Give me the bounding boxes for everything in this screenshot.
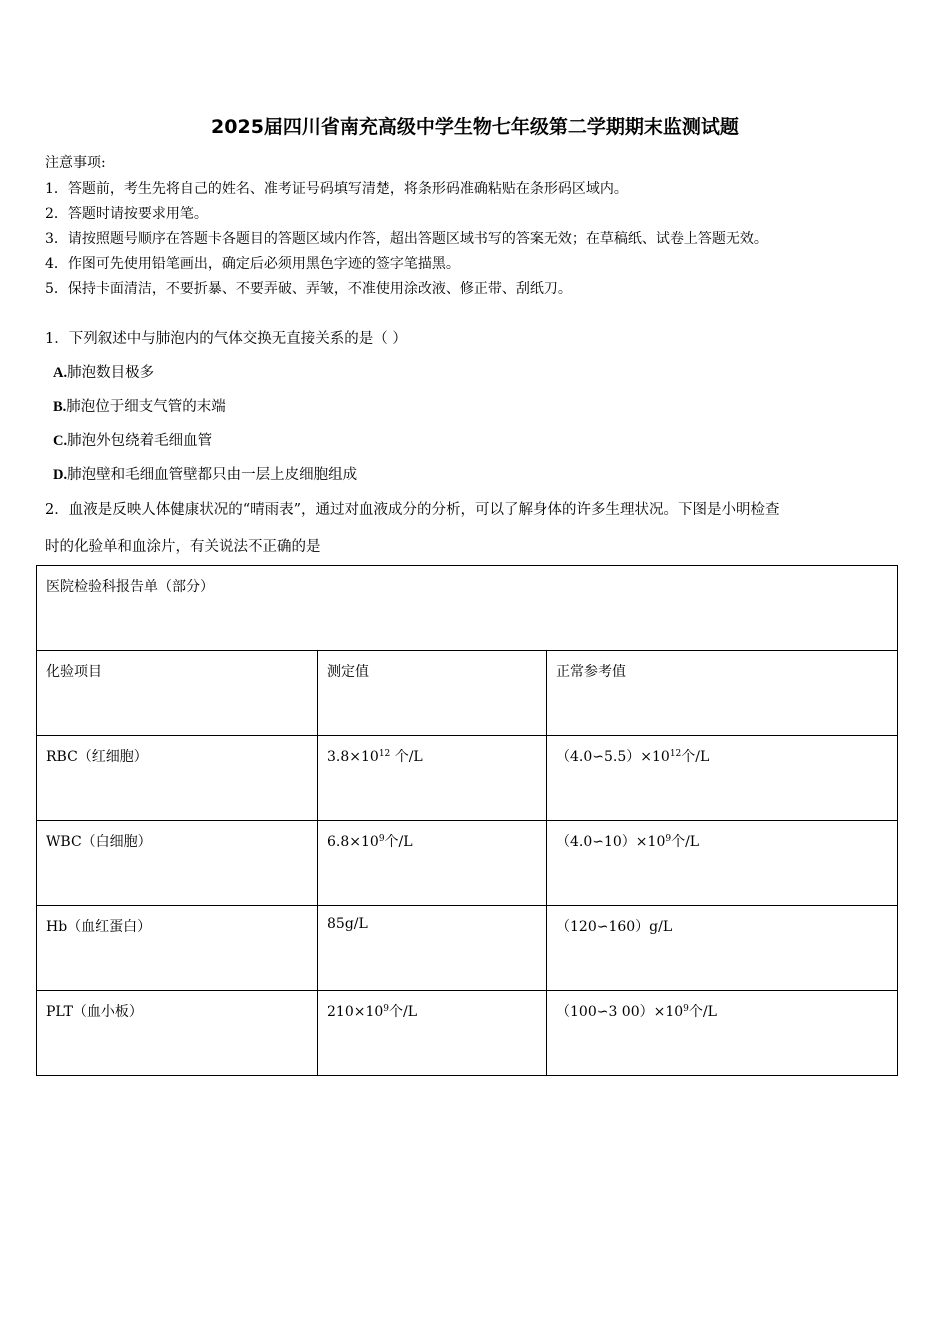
option-letter: B.	[53, 399, 67, 415]
page-title: 2025届四川省南充高级中学生物七年级第二学期期末监测试题	[211, 116, 739, 138]
column-header: 测定值	[318, 651, 547, 736]
table-row	[37, 566, 898, 651]
cell-reference: （100∽3 $00)\times 10^9$个/L	[547, 991, 898, 1076]
table-row	[37, 906, 898, 991]
option-text: 肺泡壁和毛细血管壁都只由一层上皮细胞组成	[67, 467, 358, 483]
option-text: 肺泡位于细支气管的末端	[66, 399, 226, 415]
notice-item: 1．答题前，考生先将自己的姓名、准考证号码填写清楚，将条形码准确粘贴在条形码区域内。	[45, 181, 628, 197]
cell-value: $210\times 10^9$个/L	[318, 991, 547, 1076]
question-2-stem-line2: 时的化验单和血涂片，有关说法不正确的是	[45, 539, 321, 555]
notice-item: 3．请按照题号顺序在答题卡各题目的答题区域内作答，超出答题区域书写的答案无效；在草稿纸、试卷上答题无效。	[45, 231, 768, 247]
table-row	[37, 821, 898, 906]
cell-value: $3.8\times 10^{12}$ 个/L	[318, 736, 547, 821]
table-row	[37, 651, 898, 736]
cell-reference: $(4.0∽5.5)\times 10^{12}$个/L	[547, 736, 898, 821]
cell-item: PLT（血小板）	[37, 991, 318, 1076]
option-letter: A.	[53, 365, 68, 381]
table-row	[37, 991, 898, 1076]
option-letter: D.	[53, 467, 68, 483]
cell-item: WBC（白细胞）	[37, 821, 318, 906]
notice-heading: 注意事项:	[45, 155, 106, 171]
notice-item: 5．保持卡面清洁，不要折暴、不要弄破、弄皱，不准使用涂改液、修正带、刮纸刀。	[45, 281, 572, 297]
option-letter: C.	[53, 433, 68, 449]
report-header: 医院检验科报告单（部分）	[37, 566, 898, 651]
option-text: 肺泡外包绕着毛细血管	[67, 433, 213, 449]
cell-item: Hb（血红蛋白）	[37, 906, 318, 991]
table-row	[37, 736, 898, 821]
notice-item: 4．作图可先使用铅笔画出，确定后必须用黑色字迹的签字笔描黑。	[45, 256, 460, 272]
cell-item: RBC（红细胞）	[37, 736, 318, 821]
column-header: 正常参考值	[547, 651, 898, 736]
question-1-option-d	[53, 463, 357, 484]
cell-value: 85g/L	[318, 906, 547, 991]
lab-report-table	[36, 565, 898, 1076]
notice-item: 2．答题时请按要求用笔。	[45, 206, 208, 222]
cell-reference: $(4.0∽10)\times 10^9$个/L	[547, 821, 898, 906]
column-header: 化验项目	[37, 651, 318, 736]
cell-value: $6.8\times 10^9$个/L	[318, 821, 547, 906]
question-1-stem: 1．下列叙述中与肺泡内的气体交换无直接关系的是（ ）	[45, 331, 407, 347]
question-2-stem-line1: 2．血液是反映人体健康状况的“晴雨表”，通过对血液成分的分析，可以了解身体的许多生理状况。下图是小明检查	[45, 502, 780, 518]
option-text: 肺泡数目极多	[67, 365, 155, 381]
question-1-option-c	[53, 429, 212, 450]
cell-reference: （120∽160）g/L	[547, 906, 898, 991]
question-1-option-a	[53, 361, 154, 382]
question-1-option-b	[53, 395, 226, 416]
